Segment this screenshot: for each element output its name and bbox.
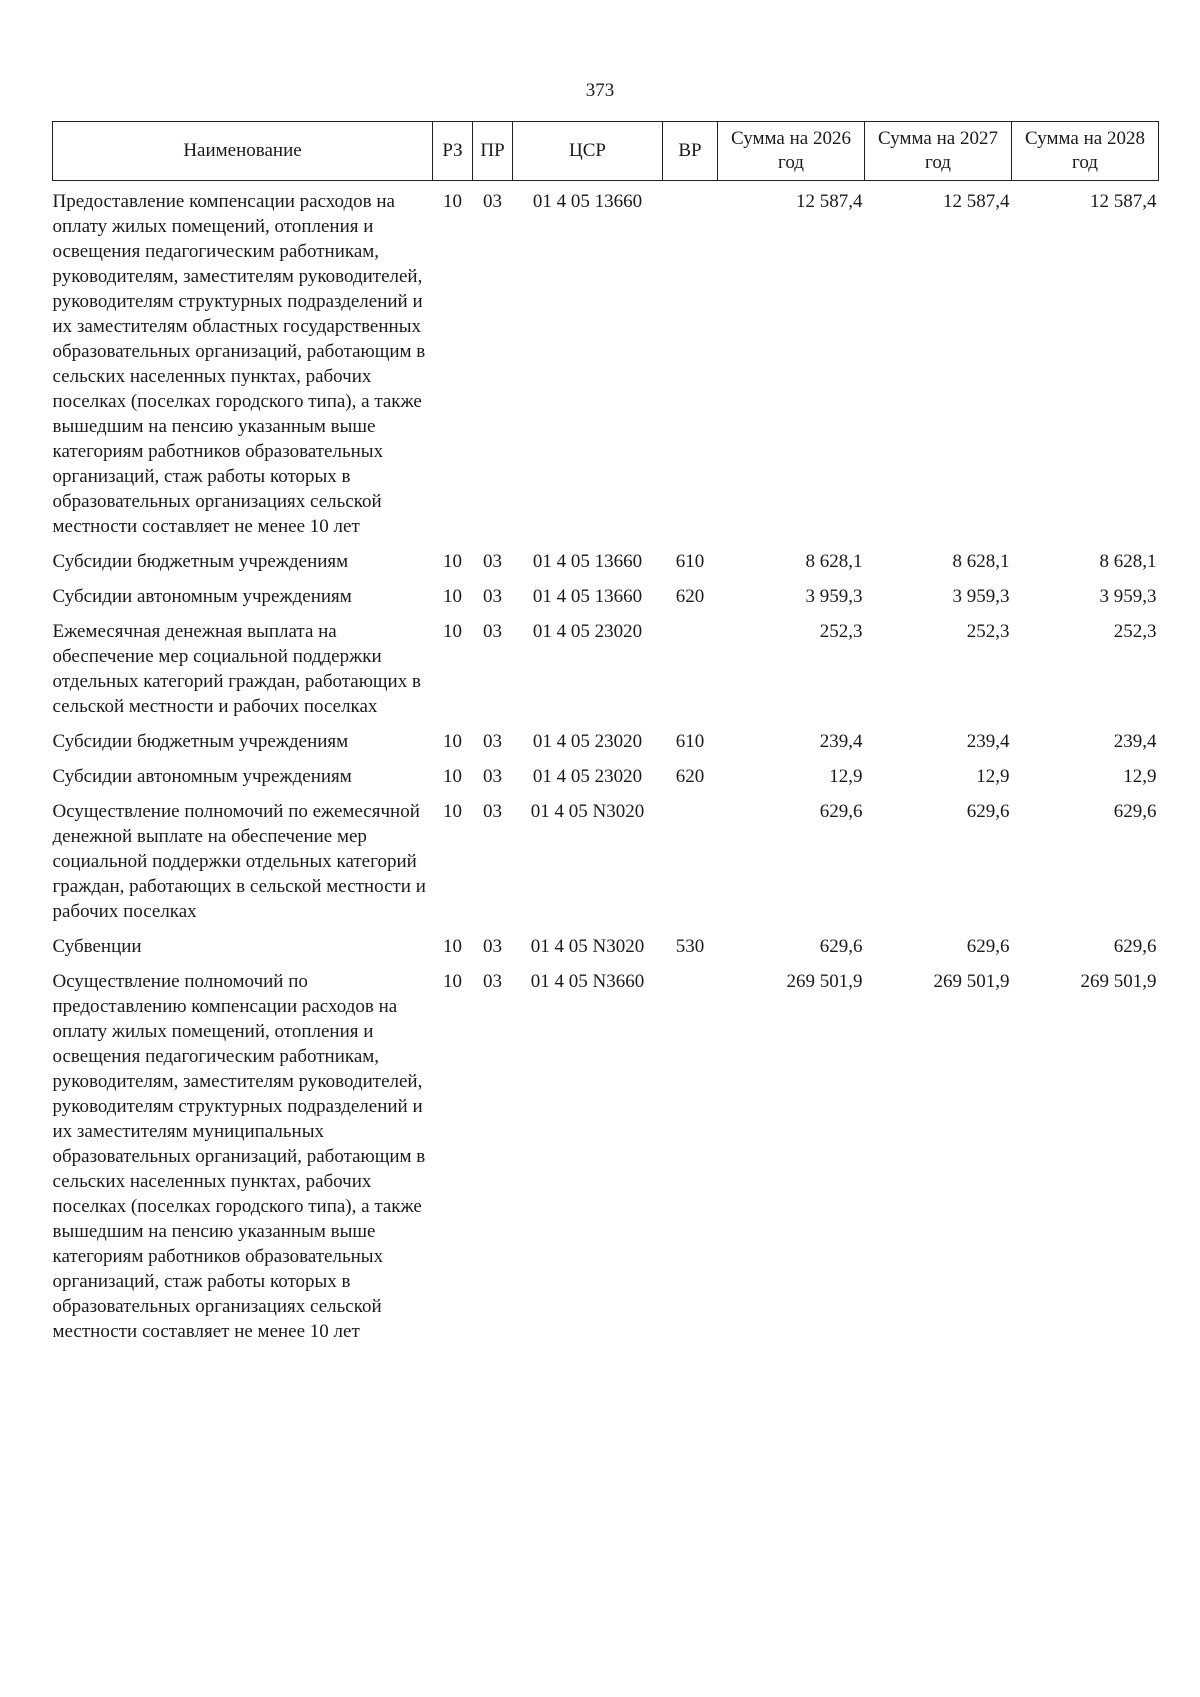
row-name: Субсидии автономным учреждениям (52, 586, 352, 607)
row-pr: 03 (483, 766, 502, 787)
row-sum-2026: 239,4 (819, 731, 863, 752)
row-sum-2028: 12,9 (1123, 766, 1157, 787)
row-name: Предоставление компенсации расходов на оплату жилых помещений, отопления и освещения педагогическим работникам, руководителям, заместителям руководителей, руководителям структурных подразделений и их заместителям областных государственных образовательных организаций, работающим в сельских населенных пунктах, рабочих поселках (поселках городского типа), а также вышедшим на пенсию указанным выше категориям работников образовательных организаций, стаж работы которых в образовательных организациях сельской местности составляет не менее 10 лет (52, 191, 426, 537)
row-pr: 03 (483, 586, 502, 607)
row-sum-2026: 629,6 (819, 801, 863, 822)
header-sum-2026: Сумма на 2026 год (718, 122, 865, 181)
table-header (53, 122, 1159, 181)
row-vr (663, 613, 718, 723)
row-rz: 10 (443, 191, 462, 212)
row-rz: 10 (443, 551, 462, 572)
row-name: Осуществление полномочий по предоставлению компенсации расходов на оплату жилых помещений, отопления и освещения педагогическим работникам, руководителям, заместителям руководителей, руководителям структурных подразделений и их заместителям муниципальных образовательных организаций, работающим в сельских населенных пунктах, рабочих поселках (поселках городского типа), а также вышедшим на пенсию указанным выше категориям работников образовательных организаций, стаж работы которых в образовательных организациях сельской местности составляет не менее 10 лет (52, 971, 426, 1342)
row-sum-2027: 252,3 (966, 621, 1010, 642)
row-sum-2027: 3 959,3 (952, 586, 1010, 607)
row-csr: 01 4 05 23020 (532, 621, 643, 642)
row-pr: 03 (483, 971, 502, 992)
row-vr (663, 793, 718, 928)
table-row (53, 543, 1159, 578)
table-body (53, 181, 1159, 1349)
row-rz: 10 (443, 971, 462, 992)
row-name: Ежемесячная денежная выплата на обеспечение мер социальной поддержки отдельных категорий граждан, работающих в сельской местности и рабочих поселках (52, 621, 421, 717)
row-sum-2028: 629,6 (1113, 801, 1157, 822)
row-vr (663, 181, 718, 544)
row-vr: 620 (675, 766, 705, 787)
row-sum-2028: 3 959,3 (1099, 586, 1157, 607)
row-csr: 01 4 05 N3020 (530, 936, 645, 957)
row-csr: 01 4 05 N3020 (530, 801, 645, 822)
row-pr: 03 (483, 801, 502, 822)
row-vr: 610 (675, 731, 705, 752)
row-sum-2028: 239,4 (1113, 731, 1157, 752)
row-sum-2027: 239,4 (966, 731, 1010, 752)
header-vr: ВР (663, 122, 718, 181)
header-pr: ПР (473, 122, 513, 181)
row-sum-2028: 252,3 (1113, 621, 1157, 642)
row-name: Субсидии бюджетным учреждениям (52, 551, 349, 572)
row-name: Субсидии бюджетным учреждениям (52, 731, 349, 752)
row-csr: 01 4 05 13660 (532, 586, 643, 607)
row-sum-2027: 8 628,1 (952, 551, 1010, 572)
row-sum-2028: 269 501,9 (1080, 971, 1157, 992)
row-sum-2026: 629,6 (819, 936, 863, 957)
row-sum-2026: 269 501,9 (786, 971, 863, 992)
row-sum-2027: 629,6 (966, 801, 1010, 822)
row-vr: 620 (675, 586, 705, 607)
row-pr: 03 (483, 731, 502, 752)
row-sum-2028: 12 587,4 (1090, 191, 1157, 212)
row-sum-2027: 12 587,4 (943, 191, 1010, 212)
row-pr: 03 (483, 551, 502, 572)
row-csr: 01 4 05 23020 (532, 766, 643, 787)
budget-table (52, 121, 1159, 1348)
row-vr (663, 963, 718, 1348)
row-rz: 10 (443, 766, 462, 787)
row-pr: 03 (483, 936, 502, 957)
row-csr: 01 4 05 23020 (532, 731, 643, 752)
header-sum-2027: Сумма на 2027 год (865, 122, 1012, 181)
row-csr: 01 4 05 13660 (532, 551, 643, 572)
row-rz: 10 (443, 801, 462, 822)
row-name: Субвенции (52, 936, 142, 957)
row-rz: 10 (443, 621, 462, 642)
row-sum-2026: 252,3 (819, 621, 863, 642)
page-number: 373 (585, 80, 615, 101)
table-row (53, 928, 1159, 963)
row-sum-2027: 629,6 (966, 936, 1010, 957)
row-sum-2028: 8 628,1 (1099, 551, 1157, 572)
row-sum-2026: 12,9 (829, 766, 863, 787)
row-vr: 530 (675, 936, 705, 957)
table-row (53, 793, 1159, 928)
header-csr: ЦСР (513, 122, 663, 181)
row-pr: 03 (483, 621, 502, 642)
row-rz: 10 (443, 586, 462, 607)
table-row (53, 723, 1159, 758)
row-sum-2028: 629,6 (1113, 936, 1157, 957)
row-rz: 10 (443, 936, 462, 957)
row-sum-2026: 3 959,3 (805, 586, 863, 607)
row-name: Субсидии автономным учреждениям (52, 766, 352, 787)
table-row (53, 613, 1159, 723)
table-row (53, 181, 1159, 544)
row-csr: 01 4 05 N3660 (530, 971, 645, 992)
table-row (53, 758, 1159, 793)
table-row (53, 578, 1159, 613)
row-sum-2026: 8 628,1 (805, 551, 863, 572)
header-rz: РЗ (433, 122, 473, 181)
row-sum-2027: 269 501,9 (933, 971, 1010, 992)
header-name: Наименование (53, 122, 433, 181)
row-vr: 610 (675, 551, 705, 572)
header-sum-2028: Сумма на 2028 год (1012, 122, 1159, 181)
row-name: Осуществление полномочий по ежемесячной денежной выплате на обеспечение мер социальной поддержки отдельных категорий граждан, работающих в сельской местности и рабочих поселках (52, 801, 426, 922)
row-rz: 10 (443, 731, 462, 752)
row-pr: 03 (483, 191, 502, 212)
table-row (53, 963, 1159, 1348)
row-sum-2026: 12 587,4 (796, 191, 863, 212)
row-sum-2027: 12,9 (976, 766, 1010, 787)
row-csr: 01 4 05 13660 (532, 191, 643, 212)
